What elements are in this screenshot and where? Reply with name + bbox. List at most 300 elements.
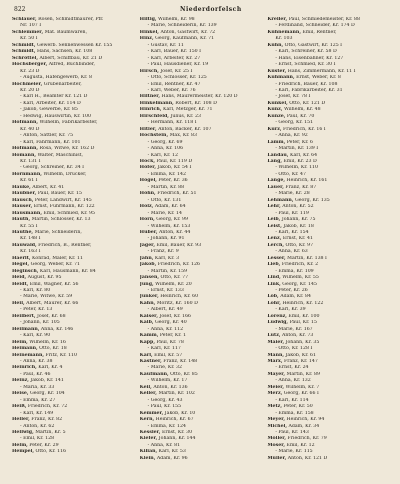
entry-name: Metz, <box>267 404 282 410</box>
entry-details: - Johann, Kr. 105 <box>20 320 60 326</box>
entry-details: Albert, Schiffbau, Kr. 21 D <box>39 55 103 61</box>
entry-details: Paul, Bauer, Kr. 15 <box>37 191 82 197</box>
entry-name: Lohr, <box>267 300 281 306</box>
entry-name: Holz, <box>139 204 154 210</box>
entry-name: Michel, <box>267 423 287 429</box>
entry-details: Wilhelm, Fabrikarbeiter, <box>39 120 98 126</box>
entry-name: Hempel, <box>12 449 35 455</box>
entry-details: Josef, Kr. 166 <box>159 313 192 319</box>
entry-details: Otto, Gastwirt, Kr. 125 I <box>284 42 343 48</box>
entry-name: Hofmann, <box>12 146 39 152</box>
entry-details: - Otto, Schlosser, Kr. 125 <box>147 75 207 81</box>
entry-details: Adam, Kr. 64 <box>154 204 186 210</box>
entry-details: Hans, Maurermeister, Kr. 120 D <box>161 94 238 100</box>
entry-details: Jakob, Kr. 10 <box>164 410 196 416</box>
entry-details: - Johann, Kr. 91 <box>147 236 185 242</box>
entry-name: Heller, <box>12 417 30 423</box>
entry-name: Kern, <box>139 417 155 423</box>
entry-name: Moser, <box>267 442 286 448</box>
entry-details: Martin, Kr. 102 <box>158 391 195 397</box>
entry-name: Lesser, <box>267 255 286 261</box>
entry-name: Hiltig, <box>139 17 157 22</box>
entry-details: - Georg, Schreiner, Kr. 34 I <box>20 165 85 171</box>
entry-name: Kunze, <box>267 113 286 119</box>
entry-name: Leib, <box>267 217 281 223</box>
entry-name: Lind, <box>267 275 281 281</box>
entry-details: Ernst, Kr. 41 <box>282 236 313 242</box>
entry-details: Wilhelm, Kr. 16 <box>29 339 66 345</box>
entry-name: Hochmeier, <box>12 81 43 87</box>
entry-name: Möller, <box>267 436 286 442</box>
entry-details: Max, Kr. 83 <box>169 133 197 139</box>
entry-name: Schlemmer, <box>12 29 44 35</box>
entry-name: Lehr, <box>267 204 281 210</box>
entry-details: Kr. 20 D <box>20 87 40 93</box>
entry-details: Albert, Maurer, Kr. 66 <box>26 300 79 306</box>
entry-details: Heinrich, Kr. 67 <box>155 417 194 423</box>
entry-name: Küster, <box>267 68 287 74</box>
entry-details: Konrad, Maler, Kr. 11 <box>32 255 83 261</box>
entry-details: - Emil, Kr. 128 <box>20 436 55 442</box>
entry-details: Emil, Wagner, Kr. 56 <box>29 281 79 287</box>
entry-name: Kühnemann, <box>267 29 301 35</box>
entry-name: Heid, <box>12 275 27 281</box>
entry-name: Heilbert, <box>12 313 36 319</box>
entry-details: - Ernst, Schmied, Kr. 30 I <box>275 62 336 68</box>
entry-details: Kr. 163 I <box>20 249 41 255</box>
entry-details: Anton, Kr. 73 <box>282 333 314 339</box>
entry-details: Karl, Hausmann, Kr. 84 <box>39 268 96 274</box>
entry-name: Heinz, <box>12 378 29 384</box>
column-left <box>12 17 137 479</box>
entry-details: Josef, Kr. 68 <box>37 313 66 319</box>
entry-name: Kiefer, <box>139 436 158 442</box>
entry-details: Emil, Kr. 57 <box>154 352 183 358</box>
entry-name: Mann, <box>267 352 285 358</box>
entry-details: - Karl, Kr. 39 <box>275 307 306 313</box>
entry-details: Friedrich, B., Rentner, <box>38 242 92 248</box>
entry-details: Gewerb. Sennenwessen Kr. 155 <box>36 42 113 48</box>
entry-details: Martin, Kr. 89 <box>286 371 320 377</box>
entry-name: Kemmer, <box>139 410 164 416</box>
entry-details: Heinrich, Kr. 94 <box>286 417 325 423</box>
entry-name: Lehmann, <box>267 197 294 203</box>
entry-details: Kr. 61 I <box>20 178 38 184</box>
entry-details: Franz, Kr. 147 <box>283 359 318 365</box>
entry-details: Anton, Kr. 44 <box>159 229 191 235</box>
entry-details: Kr. 131 I <box>20 158 41 164</box>
entry-details: - Georg, Kr. 69 <box>147 139 183 145</box>
entry-details: - Georg, Kr. 43 <box>147 397 183 403</box>
directory-entry <box>267 456 392 462</box>
entry-details: Martin, Schlosser, Kr. 13 <box>31 217 91 223</box>
entry-name: Schröttel, <box>12 55 38 61</box>
entry-name: Huber, <box>139 229 158 235</box>
entry-details: - Friedrich, Bauer, Kr. 108 <box>275 81 338 87</box>
entry-name: Hochstein, <box>139 133 169 139</box>
entry-name: Jäger, <box>139 242 155 248</box>
entry-details: - Emma, Kr. 124 <box>147 423 186 429</box>
entry-details: Marie, Schneiderin, <box>34 229 82 235</box>
entry-name: Heginsch, <box>12 268 39 274</box>
entry-details: Josef, Kr. 25 I <box>160 68 193 74</box>
entry-details: - Martin, Kr. 159 <box>147 268 188 274</box>
entry-name: Hirschfeld, <box>139 113 169 119</box>
entry-details: Kr. 55 I <box>20 223 38 229</box>
entry-name: Kessler, <box>139 430 161 435</box>
entry-name: Kalb, <box>139 320 154 326</box>
entry-name: Kapp, <box>139 339 155 345</box>
entry-details: - Maria, Kr. 33 <box>20 384 55 390</box>
entry-name: Schlauer, <box>12 17 37 22</box>
entry-name: Heilmann, <box>12 326 40 332</box>
entry-details: - Karl, Kr. 12 <box>147 152 178 158</box>
entry-details: Emil, Kr. 23 D <box>283 158 317 164</box>
entry-name: Kaiser, <box>139 313 158 319</box>
entry-name: Homann, <box>12 152 37 158</box>
entry-details: Emil, Schmied, Kr. 95 <box>43 210 96 216</box>
entry-details: - Anna, Kr. 38 <box>20 359 53 365</box>
entry-details: - Peter, Kr. 13 <box>20 307 53 313</box>
entry-details: Hans, Sachsen, Kr. 108 <box>36 49 93 55</box>
entry-details: Wilhelm, Kr. 98 <box>158 17 195 22</box>
entry-name: Klein, <box>139 455 156 461</box>
entry-name: Hegel, <box>12 262 30 268</box>
entry-details: Anton, Kr. 136 <box>153 384 188 390</box>
entry-name: Schmidt, <box>12 42 36 48</box>
entry-name: Heiß, <box>12 404 27 410</box>
page-title: Niederdorfelsch <box>180 6 242 13</box>
entry-name: Heinemann, <box>12 352 45 358</box>
entry-name: Hinz, <box>139 36 154 42</box>
column-right <box>267 17 392 479</box>
entry-name: Heinrich, <box>12 365 37 371</box>
entry-details: Fritz, Kr. 110 <box>45 352 78 358</box>
entry-name: Hitler, <box>139 126 157 132</box>
entry-details: Kr. 23 D <box>20 68 40 74</box>
entry-name: Meier, <box>267 384 285 390</box>
entry-name: Kaufmann, <box>139 371 169 377</box>
entry-details: - Otto, Kr. 128 I <box>275 346 313 352</box>
entry-details: - Anna, Kr. 112 <box>147 326 184 332</box>
entry-details: Anton, Kr. 121 D <box>287 455 328 461</box>
entry-details: Paul, Schmiedemeister, Kr. 88 <box>288 17 360 22</box>
entry-details: - Wilhelm, Kr. 17 <box>147 378 188 384</box>
entry-details: Paul, Kr. 119 D <box>156 158 193 164</box>
entry-details: - Peter, Kr. 26 <box>275 288 308 294</box>
entry-details: Adam, Kr. 84 <box>280 294 311 300</box>
entry-details: Friedrich, Kr. 72 <box>27 404 68 410</box>
entry-name: Kastner, <box>139 359 162 365</box>
entry-name: Karl, <box>139 352 153 358</box>
entry-name: Müller, <box>267 455 287 461</box>
entry-details: - Hermann, Kr. 118 I <box>147 120 197 126</box>
entry-name: Schmidt, <box>12 49 36 55</box>
entry-details: Johann, Kr. 75 <box>281 217 316 223</box>
entry-name: Mayer, <box>267 371 286 377</box>
entry-name: Lange, <box>267 178 285 184</box>
entry-name: Marx, <box>267 359 283 365</box>
entry-details: Karl, Kr. 53 <box>158 449 186 455</box>
entry-details: Anna, Kr. 146 <box>40 326 74 332</box>
entry-details: - Paul, Kr. 155 <box>147 404 182 410</box>
entry-details: Martin, Kr. 5 <box>35 430 66 435</box>
entry-details: - Karl H., Beamter Kr. 121 D <box>20 94 88 100</box>
entry-name: Hausch, <box>12 197 34 203</box>
entry-details: - Marie, Kr. 115 <box>275 449 313 455</box>
entry-details: - Marie, Witwe, Kr. 59 <box>20 294 73 300</box>
entry-details: Kr. 40 D <box>20 126 40 132</box>
entry-details: - Karl, Kr. 80 <box>20 288 51 294</box>
entry-details: - Franz, Kr. 9 <box>147 249 179 255</box>
entry-name: Kühn, <box>267 42 284 48</box>
entry-name: Hornmann, <box>12 171 42 177</box>
entry-details: Nr. 107 I <box>20 23 42 29</box>
entry-details: Johann, Kr. 35 <box>285 339 320 345</box>
entry-details: Anton, Gastwirt, Kr. 72 <box>160 29 216 35</box>
entry-details: Georg, Kr. 135 <box>294 197 330 203</box>
entry-details: Emil, Kr. 100 <box>288 313 320 319</box>
entry-name: Lamm, <box>267 139 286 145</box>
entry-details: - Emma, Kr. 158 <box>275 410 314 416</box>
entry-details: - Martin, Kr. 88 <box>147 184 185 190</box>
entry-details: - Ernst, Kr. 133 <box>147 288 184 294</box>
entry-details: Peter, Kr. 36 <box>158 178 188 184</box>
entry-name: Lang, <box>267 158 282 164</box>
entry-details: Jakob, Kr. 18 <box>283 223 314 229</box>
entry-details: - Jakob, Gewerbe, Kr. 85 <box>20 107 78 113</box>
entry-name: Hiltner, <box>139 94 160 100</box>
entry-name: Kahn, <box>139 300 156 306</box>
entry-name: Jahn, <box>139 255 154 261</box>
entry-details: Georg, Kaufmann, Kr. 71 <box>155 36 215 42</box>
entry-details: - Augusta, Hafengewerb, Kr. 8 <box>20 75 92 81</box>
entry-details: - Emil, Rentner, Kr. 47 <box>147 81 201 87</box>
entry-details: Heinrich, Kr. 60 <box>160 294 199 300</box>
entry-details: - Emma, Kr. 142 <box>147 171 186 177</box>
column-middle <box>140 17 265 479</box>
entry-name: Lenz, <box>267 236 282 242</box>
entry-details: - Karl, Kr. 114 <box>275 397 309 403</box>
entry-details: Heinrich, Kr. 161 <box>286 178 328 184</box>
entry-details: Otto, Kr. 121 D <box>289 100 326 106</box>
entry-details: Emil, Rentner, <box>302 29 337 35</box>
entry-details: Rosa, Witwe, Kr. 162 D <box>39 146 95 152</box>
entry-name: Helm, <box>12 442 28 448</box>
entry-details: Adam, Kr. 34 <box>288 423 320 429</box>
entry-name: Haerlt, <box>12 255 31 261</box>
entry-name: Heimann, <box>12 346 38 352</box>
entry-details: Karl, Metzger, Kr. 71 <box>162 107 213 113</box>
entry-details: Anton, Kr. 52 <box>282 204 314 210</box>
entry-details: - Anton, Kr. 62 <box>20 423 55 429</box>
entry-details: Peter, Kr. 29 <box>29 442 59 448</box>
entry-details: - Marie, Kr. 167 <box>275 326 313 332</box>
page-header <box>0 5 400 15</box>
entry-details: - Karl, Arbeiter, Kr. 27 <box>147 55 201 61</box>
entry-name: Heidt, <box>12 281 29 287</box>
entry-details: Hans, Zimmermann, Kr. 11 I <box>287 68 356 74</box>
entry-details: Georg, Weber, Kr. 71 <box>30 262 81 268</box>
entry-details: - Georg, Kr. 151 <box>275 120 314 126</box>
entry-details: Kr. 148 I <box>20 236 41 242</box>
entry-name: Kunz, <box>267 107 283 113</box>
entry-name: Höhn, <box>139 191 156 197</box>
entry-name: Hinkelmann, <box>139 100 174 106</box>
entry-details: - Emma, Kr. 109 <box>275 268 314 274</box>
entry-name: Kurz, <box>267 126 282 132</box>
entry-details: - Ferdinand, Schneider, Kr. 174 D <box>275 23 355 29</box>
entry-name: Haubner, <box>12 191 37 197</box>
entry-details: Georg, Kr. 66 I <box>283 391 319 397</box>
entry-details: - Anna, Kr. 132 <box>275 378 311 384</box>
entry-name: Keller, <box>139 391 157 397</box>
entry-details: Jakob, Kr. 54 I <box>157 165 192 171</box>
entry-name: Hock, <box>139 158 155 164</box>
entry-details: - Karl, Arbeiter, Kr. 114 D <box>20 100 81 106</box>
entry-details: Georg, Kr. 145 <box>282 281 317 287</box>
entry-details: Wilhelm, Kr. 55 <box>282 275 319 281</box>
entry-details: - Hedwig, Hauswirtin, Kr. 100 <box>20 113 92 119</box>
entry-details: Otto, Kr. 116 <box>35 449 67 455</box>
entry-details: Adam, Kr. 96 <box>156 455 188 461</box>
entry-details: Kr. 50 I <box>20 36 38 42</box>
entry-name: Jung, <box>139 281 154 287</box>
entry-name: Leist, <box>267 223 282 229</box>
entry-name: Link, <box>267 281 281 287</box>
entry-details: Mat. Baumwaren, <box>44 29 88 35</box>
entry-name: Meyer, <box>267 417 285 423</box>
entry-details: Moritz, Kr. 160 D <box>156 300 198 306</box>
directory-columns <box>12 17 392 479</box>
entry-details: - Anna, Kr. 63 <box>275 249 308 255</box>
entry-name: Heim, <box>12 339 28 345</box>
entry-name: Hausmann, <box>12 210 42 216</box>
entry-details: Franz, Kr. 148 <box>163 359 198 365</box>
entry-details: August, Kr. 95 <box>27 275 62 281</box>
entry-details: Paul, Kr. 15 <box>289 320 317 326</box>
entry-details: Jakob, Kr. 61 <box>285 352 317 358</box>
entry-name: Kreller, <box>267 17 288 22</box>
entry-details: - Gustav, Kr. 11 <box>147 42 184 48</box>
entry-details: Wilhelm, Kr. 7 <box>285 384 320 390</box>
entry-details: Karl, Kr. 64 <box>289 152 318 158</box>
entry-details: Peter, Kr. 50 <box>283 404 313 410</box>
entry-name: Löb, <box>267 294 279 300</box>
entry-details: Wilhelm, Drucker, <box>43 171 87 177</box>
entry-details: Grubenarbeiter, <box>43 81 82 87</box>
entry-name: Hauthe, <box>12 229 34 235</box>
entry-details: - Otto, Kr. 47 <box>275 171 307 177</box>
entry-name: Junker, <box>139 294 159 300</box>
entry-name: Hochsberger, <box>12 62 48 68</box>
entry-details: Ernst, Kr. 30 <box>161 430 193 435</box>
entry-details: Martin, Kr. 138 I <box>287 255 327 261</box>
entry-name: Maier, <box>267 339 285 345</box>
entry-details: Peter, Landwirt, Kr. 145 <box>34 197 92 203</box>
entry-details: Georg, Kr. 99 <box>156 217 188 223</box>
directory-entry <box>140 456 265 462</box>
entry-details: - Otto, Kr. 131 <box>147 197 182 203</box>
entry-details: Julius, Kr. 23 <box>170 113 201 119</box>
entry-details: Rosen, Schmidtmaurer, Pfr. <box>38 17 104 22</box>
entry-details: Otto, Kr. 18 <box>39 346 67 352</box>
entry-name: Lorenz, <box>267 313 287 319</box>
entry-name: Lauer, <box>267 184 284 190</box>
entry-details: Friedrich, Kr. 51 <box>157 191 197 197</box>
entry-details: Anton, Bäcker, Kr. 107 <box>158 126 212 132</box>
entry-details: - Marie, Kr. 32 <box>147 365 183 371</box>
entry-details: - Anton, Sattler, Kr. 75 <box>20 133 74 139</box>
entry-details: - Albert, Kr. 49 <box>147 307 183 313</box>
entry-name: Horn, <box>139 217 155 223</box>
entry-details: Otto, Kr. 97 <box>285 242 314 248</box>
entry-name: Landau, <box>267 152 289 158</box>
entry-name: Heil, <box>12 300 25 306</box>
entry-details: - Marie, Kr. 14 <box>147 210 183 216</box>
entry-details: Ernst, Fuhrmann, Kr. 122 <box>33 204 95 210</box>
entry-details: Walter, Maschinist, <box>37 152 84 158</box>
entry-name: Kilian, <box>139 449 158 455</box>
entry-name: Hinkel, <box>139 29 159 35</box>
entry-name: Kamm, <box>139 333 159 339</box>
entry-name: Hauke, <box>12 184 31 190</box>
entry-details: Peter, Kr. 6 <box>286 139 314 145</box>
entry-name: Jakob, <box>139 262 157 268</box>
entry-details: Jakob, Kr. 141 <box>30 378 64 384</box>
entry-details: Peter, Kr. 1 <box>159 333 187 339</box>
entry-details: Kr. 103 <box>275 36 293 42</box>
entry-details: - Josef, Kr. 78 I <box>275 94 311 100</box>
entry-details: Emil, Bauer, Kr. 93 <box>156 242 202 248</box>
entry-details: - Karl, Kr. 154 <box>275 229 309 235</box>
entry-details: - Wilhelm, Kr. 153 <box>147 223 191 229</box>
entry-details: Johann, Kr. 144 <box>158 436 196 442</box>
entry-details: - Anna, Kr. 92 <box>275 133 308 139</box>
entry-details: Emil, Kr. 12 <box>286 442 315 448</box>
entry-details: - Hans, Eisenbahner, Kr. 127 <box>275 55 344 61</box>
entry-name: Jansen, <box>139 275 159 281</box>
entry-name: Hauwald, <box>12 242 37 248</box>
entry-name: Hirsch, <box>139 68 159 74</box>
entry-details: Karl, Kr. 3 <box>154 255 180 261</box>
entry-details: - Karl, Kr. 90 <box>20 333 51 339</box>
entry-details: - Paul, Kr. 143 <box>275 430 309 435</box>
entry-details: - Karl, Bauer, Kr. 150 I <box>147 49 201 55</box>
entry-name: Hinrich, <box>139 107 162 113</box>
entry-name: Merz, <box>267 391 283 397</box>
entry-details: - Emma, Kr. 27 <box>20 397 56 403</box>
entry-name: Lieb, <box>267 262 281 268</box>
entry-details: - Karl, Kr. 117 <box>147 346 181 352</box>
entry-name: Hauth, <box>12 217 31 223</box>
entry-name: Hellwig, <box>12 430 34 435</box>
entry-name: Kuhmann, <box>267 75 295 81</box>
entry-name: Ludwig, <box>267 320 289 326</box>
entry-name: Kunkel, <box>267 100 288 106</box>
entry-details: - Anna, Kr. 81 <box>147 442 181 448</box>
entry-details: Paul, Kr. 78 <box>156 339 184 345</box>
entry-details: Friedrich, Kr. 2 <box>281 262 319 268</box>
entry-details: Karl, Kr. 4 <box>38 365 63 371</box>
entry-details: Alfred, Buchbinder, <box>48 62 95 68</box>
entry-name: Hofmann, <box>12 120 39 126</box>
entry-details: Wilhelm, Kr. 48 <box>283 107 321 113</box>
entry-name: Keil, <box>139 384 152 390</box>
entry-name: Hauser, <box>12 204 33 210</box>
entry-details: Georg, Kr. 104 <box>29 391 65 397</box>
entry-details: Friedrich, Kr. 79 <box>287 436 327 442</box>
